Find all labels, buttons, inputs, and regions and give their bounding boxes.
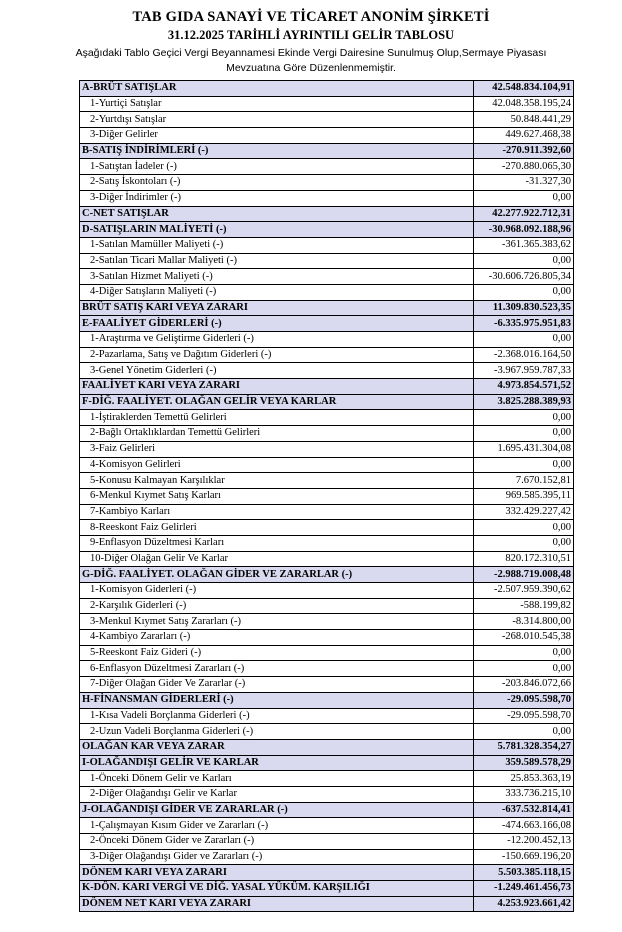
table-row	[80, 190, 574, 206]
table-row	[80, 269, 574, 285]
table-row	[80, 583, 574, 599]
row-label: 2-Önceki Dönem Gider ve Zararları (-)	[80, 834, 474, 850]
row-label: 2-Yurtdışı Satışlar	[80, 112, 474, 128]
row-label: 2-Diğer Olağandışı Gelir ve Karlar	[80, 786, 474, 802]
row-value: 0,00	[474, 426, 574, 442]
row-value: -30.606.726.805,34	[474, 269, 574, 285]
row-value: -2.507.959.390,62	[474, 583, 574, 599]
row-label: 2-Bağlı Ortaklıklardan Temettü Gelirleri	[80, 426, 474, 442]
report-subtitle: 31.12.2025 TARİHLİ AYRINTILI GELİR TABLOSU	[167, 28, 455, 42]
row-label: 3-Diğer Olağandışı Gider ve Zararları (-)	[80, 849, 474, 865]
row-label: 3-Menkul Kıymet Satış Zararları (-)	[80, 614, 474, 630]
row-value: -3.967.959.787,33	[474, 363, 574, 379]
row-value: 4.253.923.661,42	[474, 896, 574, 912]
row-label: 6-Enflasyon Düzeltmesi Zararları (-)	[80, 661, 474, 677]
table-row	[80, 834, 574, 850]
row-label: 2-Karşılık Giderleri (-)	[80, 598, 474, 614]
table-row	[80, 661, 574, 677]
table-row	[80, 112, 574, 128]
row-label: OLAĞAN KAR VEYA ZARAR	[80, 739, 474, 755]
section-row	[80, 692, 574, 708]
row-label: 5-Konusu Kalmayan Karşılıklar	[80, 473, 474, 489]
row-value: 3.825.288.389,93	[474, 394, 574, 410]
disclaimer-line-1: Aşağıdaki Tablo Geçici Vergi Beyannamesi Ekinde Vergi Dairesine Sunulmuş Olup,Sermaye Piyasası	[75, 47, 547, 59]
table-row	[80, 96, 574, 112]
row-value: 42.548.834.104,91	[474, 81, 574, 97]
row-label: J-OLAĞANDIŞI GİDER VE ZARARLAR (-)	[80, 802, 474, 818]
table-row	[80, 253, 574, 269]
row-value: -150.669.196,20	[474, 849, 574, 865]
row-value: -203.846.072,66	[474, 677, 574, 693]
row-value: 820.172.310,51	[474, 551, 574, 567]
disclaimer-note	[60, 46, 562, 76]
row-label: 4-Diğer Satışların Maliyeti (-)	[80, 284, 474, 300]
row-label: 10-Diğer Olağan Gelir Ve Karlar	[80, 551, 474, 567]
row-label: 8-Reeskont Faiz Gelirleri	[80, 520, 474, 536]
row-value: -637.532.814,41	[474, 802, 574, 818]
row-value: 0,00	[474, 284, 574, 300]
row-value: 4.973.854.571,52	[474, 379, 574, 395]
section-row	[80, 865, 574, 881]
table-row	[80, 520, 574, 536]
section-row	[80, 379, 574, 395]
table-row	[80, 504, 574, 520]
income-statement-table	[79, 80, 574, 912]
row-value: 7.670.152,81	[474, 473, 574, 489]
row-value: 11.309.830.523,35	[474, 300, 574, 316]
table-row	[80, 175, 574, 191]
row-label: F-DİĞ. FAALİYET. OLAĞAN GELİR VEYA KARLAR	[80, 394, 474, 410]
row-value: 0,00	[474, 520, 574, 536]
row-value: -270.880.065,30	[474, 159, 574, 175]
row-label: 2-Satış İskontoları (-)	[80, 175, 474, 191]
row-label: I-OLAĞANDIŞI GELİR VE KARLAR	[80, 755, 474, 771]
row-label: D-SATIŞLARIN MALİYETİ (-)	[80, 222, 474, 238]
row-value: -268.010.545,38	[474, 630, 574, 646]
table-row	[80, 457, 574, 473]
income-statement-body	[80, 81, 574, 912]
row-label: 1-Komisyon Giderleri (-)	[80, 583, 474, 599]
row-label: FAALİYET KARI VEYA ZARARI	[80, 379, 474, 395]
table-row	[80, 410, 574, 426]
table-row	[80, 284, 574, 300]
row-label: 1-Satılan Mamüller Maliyeti (-)	[80, 237, 474, 253]
row-value: 0,00	[474, 190, 574, 206]
row-label: 3-Satılan Hizmet Maliyeti (-)	[80, 269, 474, 285]
row-value: -2.368.016.164,50	[474, 347, 574, 363]
row-label: 2-Satılan Ticari Mallar Maliyeti (-)	[80, 253, 474, 269]
table-row	[80, 551, 574, 567]
row-value: 359.589.578,29	[474, 755, 574, 771]
row-label: 3-Genel Yönetim Giderleri (-)	[80, 363, 474, 379]
row-label: 3-Diğer İndirimler (-)	[80, 190, 474, 206]
row-value: 0,00	[474, 661, 574, 677]
table-row	[80, 708, 574, 724]
row-label: 4-Kambiyo Zararları (-)	[80, 630, 474, 646]
table-row	[80, 614, 574, 630]
row-value: 333.736.215,10	[474, 786, 574, 802]
row-label: A-BRÜT SATIŞLAR	[80, 81, 474, 97]
row-label: 2-Pazarlama, Satış ve Dağıtım Giderleri (-)	[80, 347, 474, 363]
row-value: 25.853.363,19	[474, 771, 574, 787]
row-value: -2.988.719.008,48	[474, 567, 574, 583]
row-label: 6-Menkul Kıymet Satış Karları	[80, 488, 474, 504]
row-value: 969.585.395,11	[474, 488, 574, 504]
row-label: DÖNEM KARI VEYA ZARARI	[80, 865, 474, 881]
row-value: 0,00	[474, 410, 574, 426]
row-label: H-FİNANSMAN GİDERLERİ (-)	[80, 692, 474, 708]
row-value: 5.781.328.354,27	[474, 739, 574, 755]
row-label: 1-Önceki Dönem Gelir ve Karları	[80, 771, 474, 787]
section-row	[80, 206, 574, 222]
table-row	[80, 771, 574, 787]
row-value: -29.095.598,70	[474, 692, 574, 708]
row-label: DÖNEM NET KARI VEYA ZARARI	[80, 896, 474, 912]
row-label: 5-Reeskont Faiz Gideri (-)	[80, 645, 474, 661]
row-value: 1.695.431.304,08	[474, 441, 574, 457]
table-row	[80, 441, 574, 457]
row-value: 0,00	[474, 535, 574, 551]
row-label: 9-Enflasyon Düzeltmesi Karları	[80, 535, 474, 551]
row-value: -12.200.452,13	[474, 834, 574, 850]
table-row	[80, 724, 574, 740]
row-label: 4-Komisyon Gelirleri	[80, 457, 474, 473]
row-value: 42.277.922.712,31	[474, 206, 574, 222]
table-row	[80, 332, 574, 348]
section-row	[80, 81, 574, 97]
row-label: K-DÖN. KARI VERGİ VE DİĞ. YASAL YÜKÜM. KARŞILIĞI	[80, 881, 474, 897]
row-label: 1-Çalışmayan Kısım Gider ve Zararları (-)	[80, 818, 474, 834]
row-label: 7-Diğer Olağan Gider Ve Zararlar (-)	[80, 677, 474, 693]
row-value: 50.848.441,29	[474, 112, 574, 128]
row-value: -588.199,82	[474, 598, 574, 614]
row-label: 1-İştiraklerden Temettü Gelirleri	[80, 410, 474, 426]
row-value: 0,00	[474, 457, 574, 473]
section-row	[80, 143, 574, 159]
section-row	[80, 300, 574, 316]
table-row	[80, 488, 574, 504]
row-value: 332.429.227,42	[474, 504, 574, 520]
section-row	[80, 222, 574, 238]
row-label: BRÜT SATIŞ KARI VEYA ZARARI	[80, 300, 474, 316]
row-value: -8.314.800,00	[474, 614, 574, 630]
table-row	[80, 630, 574, 646]
table-row	[80, 535, 574, 551]
row-value: -474.663.166,08	[474, 818, 574, 834]
row-label: 7-Kambiyo Karları	[80, 504, 474, 520]
row-label: B-SATIŞ İNDİRİMLERİ (-)	[80, 143, 474, 159]
row-value: -270.911.392,60	[474, 143, 574, 159]
row-value: -6.335.975.951,83	[474, 316, 574, 332]
section-row	[80, 567, 574, 583]
row-value: 0,00	[474, 332, 574, 348]
row-label: 1-Yurtiçi Satışlar	[80, 96, 474, 112]
table-row	[80, 128, 574, 144]
table-row	[80, 818, 574, 834]
section-row	[80, 881, 574, 897]
row-label: 1-Kısa Vadeli Borçlanma Giderleri (-)	[80, 708, 474, 724]
section-row	[80, 316, 574, 332]
row-value: 0,00	[474, 724, 574, 740]
row-label: C-NET SATIŞLAR	[80, 206, 474, 222]
table-row	[80, 159, 574, 175]
company-title: TAB GIDA SANAYİ VE TİCARET ANONİM ŞİRKETİ	[132, 9, 490, 25]
row-label: 2-Uzun Vadeli Borçlanma Giderleri (-)	[80, 724, 474, 740]
row-value: -1.249.461.456,73	[474, 881, 574, 897]
row-label: G-DİĞ. FAALİYET. OLAĞAN GİDER VE ZARARLAR (-)	[80, 567, 474, 583]
section-row	[80, 802, 574, 818]
row-value: -361.365.383,62	[474, 237, 574, 253]
row-value: 42.048.358.195,24	[474, 96, 574, 112]
table-row	[80, 849, 574, 865]
table-row	[80, 237, 574, 253]
row-value: 0,00	[474, 645, 574, 661]
row-value: 449.627.468,38	[474, 128, 574, 144]
row-value: -30.968.092.188,96	[474, 222, 574, 238]
table-row	[80, 347, 574, 363]
row-label: E-FAALİYET GİDERLERİ (-)	[80, 316, 474, 332]
disclaimer-line-2: Mevzuatına Göre Düzenlenmemiştir.	[226, 62, 396, 74]
section-row	[80, 755, 574, 771]
table-row	[80, 473, 574, 489]
row-value: 0,00	[474, 253, 574, 269]
row-label: 1-Araştırma ve Geliştirme Giderleri (-)	[80, 332, 474, 348]
section-row	[80, 739, 574, 755]
table-row	[80, 363, 574, 379]
section-row	[80, 896, 574, 912]
table-row	[80, 645, 574, 661]
row-label: 3-Diğer Gelirler	[80, 128, 474, 144]
row-value: 5.503.385.118,15	[474, 865, 574, 881]
row-value: -31.327,30	[474, 175, 574, 191]
row-label: 1-Satıştan İadeler (-)	[80, 159, 474, 175]
table-row	[80, 786, 574, 802]
table-row	[80, 426, 574, 442]
table-row	[80, 677, 574, 693]
section-row	[80, 394, 574, 410]
row-value: -29.095.598,70	[474, 708, 574, 724]
row-label: 3-Faiz Gelirleri	[80, 441, 474, 457]
table-row	[80, 598, 574, 614]
